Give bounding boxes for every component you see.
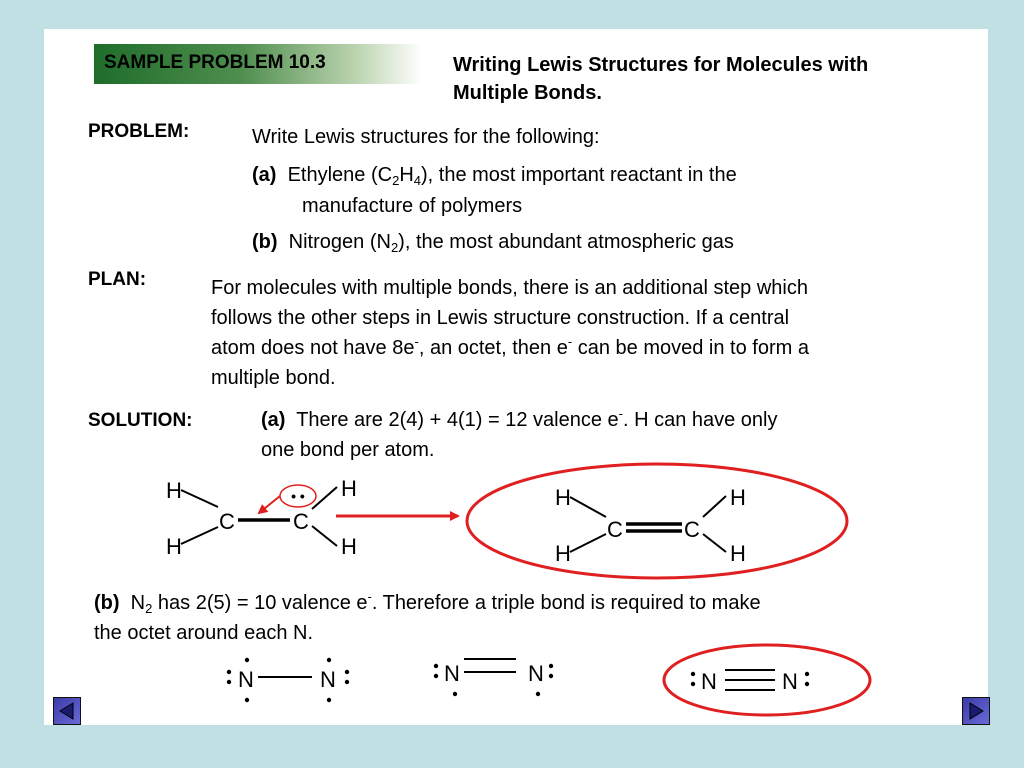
title-line-2: Multiple Bonds. (453, 82, 602, 104)
n2-triple-bond-structure (664, 645, 870, 715)
problem-b-marker: (b) (252, 231, 278, 253)
solution-b-marker: (b) (94, 592, 120, 614)
solution-b-line1-post: . Therefore a triple bond is required to make (371, 592, 761, 614)
n2-s3-n-left: N (701, 669, 717, 694)
eth2-h-bottom-left: H (555, 541, 571, 566)
problem-b-text-pre: Nitrogen (N (288, 231, 391, 253)
n2-double-bond-structure (434, 659, 553, 696)
solution-label: SOLUTION: (88, 410, 193, 431)
problem-intro: Write Lewis structures for the following: (252, 126, 600, 148)
problem-a-sub2: 4 (413, 173, 421, 188)
plan-line-1: For molecules with multiple bonds, there is an additional step which (211, 277, 808, 299)
triangle-right-icon (963, 698, 989, 724)
eth2-h-bottom-right: H (730, 541, 746, 566)
solution-a-line1-pre: There are 2(4) + 4(1) = 12 valence e (296, 409, 619, 431)
solution-a-line1-sup: - (618, 406, 623, 421)
problem-a-sub1: 2 (392, 173, 400, 188)
eth2-c-right: C (684, 517, 700, 542)
problem-a-line2: manufacture of polymers (302, 195, 523, 217)
slide (44, 29, 988, 725)
problem-a-marker: (a) (252, 164, 277, 186)
plan-label: PLAN: (88, 269, 147, 290)
previous-slide-button[interactable] (53, 697, 81, 725)
banner-label: SAMPLE PROBLEM 10.3 (104, 52, 326, 73)
eth1-c-right: C (293, 509, 309, 534)
plan-line-3-sup1: - (414, 334, 419, 349)
problem-a-text-post: ), the most important reactant in the (421, 164, 737, 186)
eth1-h-bottom-left: H (166, 534, 182, 559)
solution-b-line1-mid: has 2(5) = 10 valence e (152, 592, 368, 614)
eth1-h-top-left: H (166, 478, 182, 503)
problem-a-mid: H (399, 164, 414, 186)
eth2-c-left: C (607, 517, 623, 542)
problem-label: PROBLEM: (88, 121, 190, 142)
eth1-h-bottom-right: H (341, 534, 357, 559)
solution-a-line2: one bond per atom. (261, 439, 435, 461)
plan-line-3-pre: atom does not have 8e (211, 337, 415, 359)
n2-s2-n-right: N (528, 661, 544, 686)
next-slide-button[interactable] (962, 697, 990, 725)
solution-a-line1-post: . H can have only (622, 409, 778, 431)
n2-s3-n-right: N (782, 669, 798, 694)
n2-s1-n-right: N (320, 667, 336, 692)
title-line-1: Writing Lewis Structures for Molecules with (453, 54, 869, 76)
plan-line-3-post: can be moved in to form a (572, 337, 809, 359)
n2-s2-n-left: N (444, 661, 460, 686)
solution-b-line1-pre: N (130, 592, 146, 614)
plan-line-2: follows the other steps in Lewis structure construction. If a central (211, 307, 790, 329)
eth1-c-left: C (219, 509, 235, 534)
n2-single-bond-structure (227, 658, 349, 702)
plan-line-3-sup2: - (567, 334, 573, 349)
solution-b-line1-sub: 2 (145, 601, 153, 616)
solution-b-line2: the octet around each N. (94, 622, 314, 644)
eth1-h-top-right: H (341, 476, 357, 501)
problem-b-text-post: ), the most abundant atmospheric gas (398, 231, 734, 253)
solution-a-marker: (a) (261, 409, 286, 431)
problem-b-sub: 2 (390, 240, 399, 255)
solution-b-line1-sup: - (367, 589, 372, 604)
nitrogen-diagram (44, 29, 988, 725)
eth2-h-top-left: H (555, 485, 571, 510)
plan-line-3-mid: , an octet, then e (418, 337, 568, 359)
n2-s1-n-left: N (238, 667, 254, 692)
lone-pair-dots: • • (291, 488, 305, 504)
eth2-h-top-right: H (730, 485, 746, 510)
plan-line-4: multiple bond. (211, 367, 336, 389)
triangle-left-icon (54, 698, 80, 724)
problem-a-text-pre: Ethylene (C (287, 164, 393, 186)
